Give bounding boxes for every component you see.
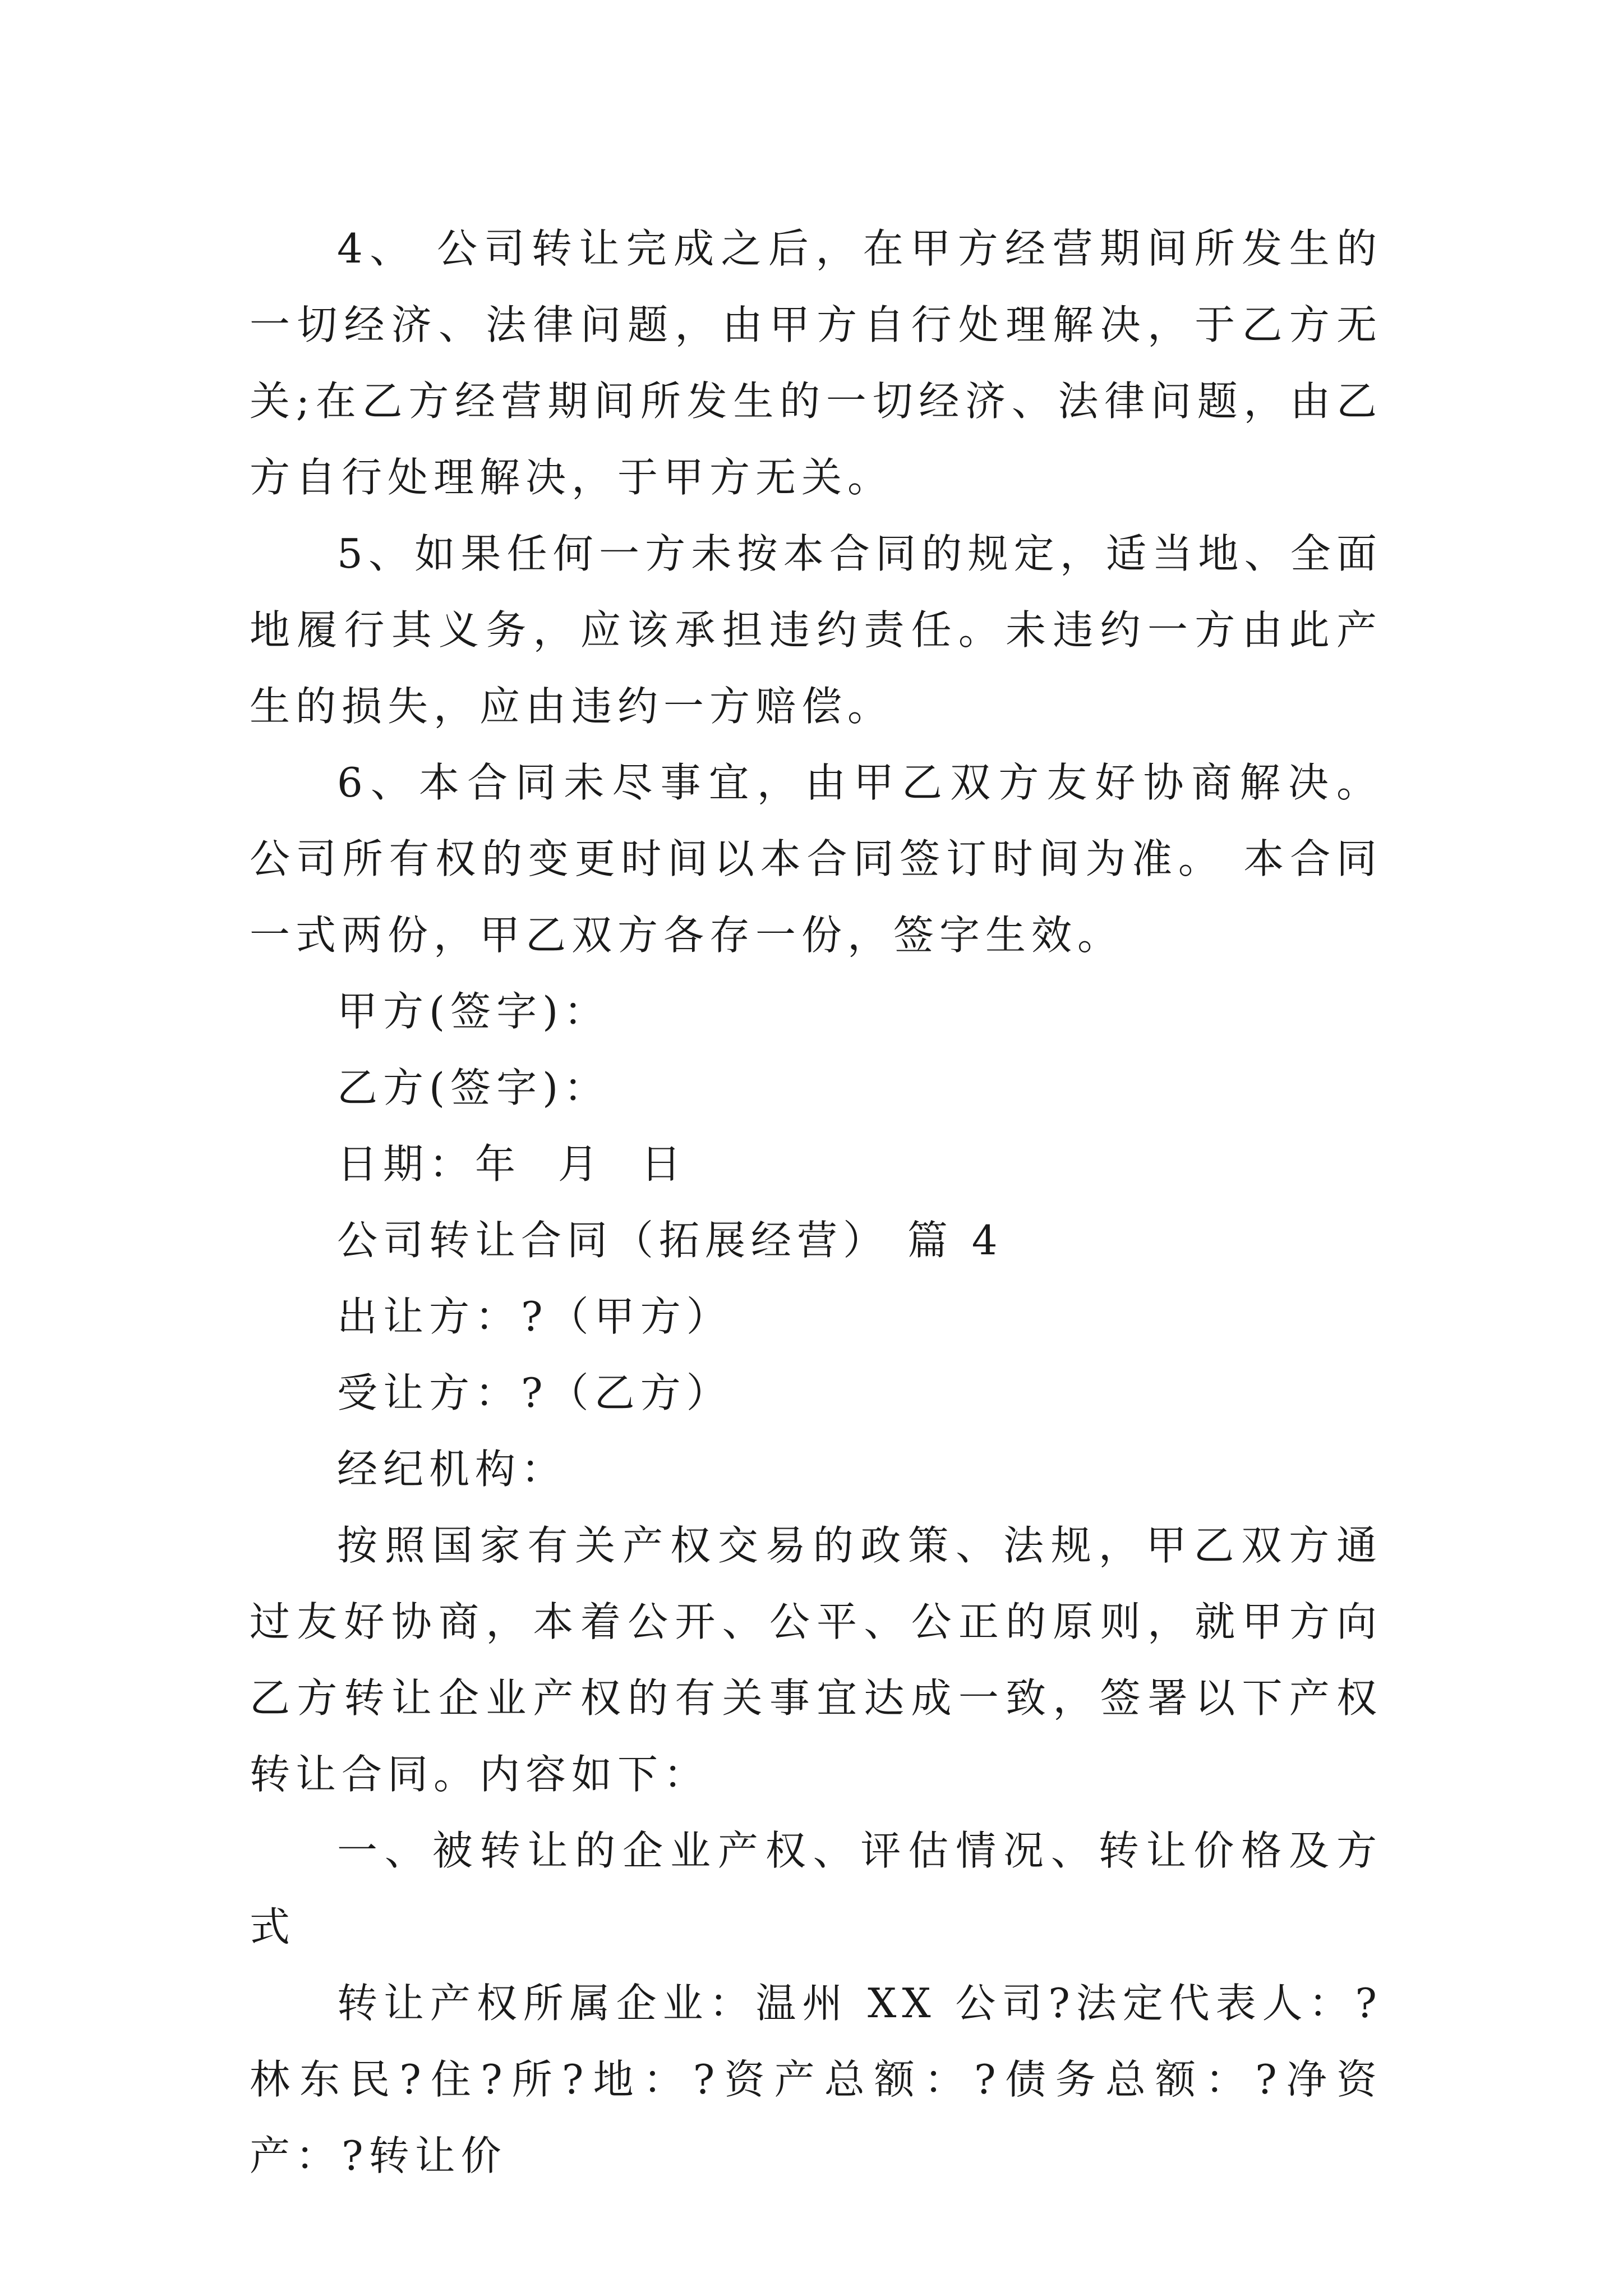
- document-body: [250, 210, 1401, 2194]
- transferee-line: 受让方：?（乙方）: [337, 1369, 732, 1416]
- transferor-line: 出让方：?（甲方）: [337, 1293, 732, 1340]
- broker-line: 经纪机构：: [337, 1446, 568, 1493]
- date-line: 日期：年 月 日: [337, 1140, 687, 1188]
- party-a-signature-line: 甲方(签字)：: [337, 988, 610, 1035]
- clause-4-paragraph: 4、 公司转让完成之后，在甲方经营期间所发生的一切经济、法律问题，由甲方自行处理解决，于乙方无关;在乙方经营期间所发生的一切经济、法律问题，由乙方自行处理解决，于甲方无关。: [250, 225, 1382, 501]
- article-1-heading: 一、被转让的企业产权、评估情况、转让价格及方式: [250, 1827, 1382, 1950]
- clause-5-paragraph: 5、如果任何一方未按本合同的规定，适当地、全面地履行其义务，应该承担违约责任。未违约一方由此产生的损失，应由违约一方赔偿。: [250, 530, 1382, 730]
- section-heading: 公司转让合同（拓展经营） 篇 4: [337, 1217, 1003, 1264]
- preamble-paragraph: 按照国家有关产权交易的政策、法规，甲乙双方通过友好协商，本着公开、公平、公正的原则，就甲方向乙方转让企业产权的有关事宜达成一致，签署以下产权转让合同。内容如下：: [250, 1522, 1382, 1798]
- clause-6-paragraph: 6、本合同未尽事宜，由甲乙双方友好协商解决。 公司所有权的变更时间以本合同签订时间为准。 本合同一式两份，甲乙双方各存一份，签字生效。: [250, 759, 1401, 959]
- party-b-signature-line: 乙方(签字)：: [337, 1064, 610, 1111]
- enterprise-details-paragraph: 转让产权所属企业：温州 XX 公司?法定代表人：?林东民?住?所?地：?资产总额：?债务总额：?净资产：?转让价: [250, 1980, 1382, 2179]
